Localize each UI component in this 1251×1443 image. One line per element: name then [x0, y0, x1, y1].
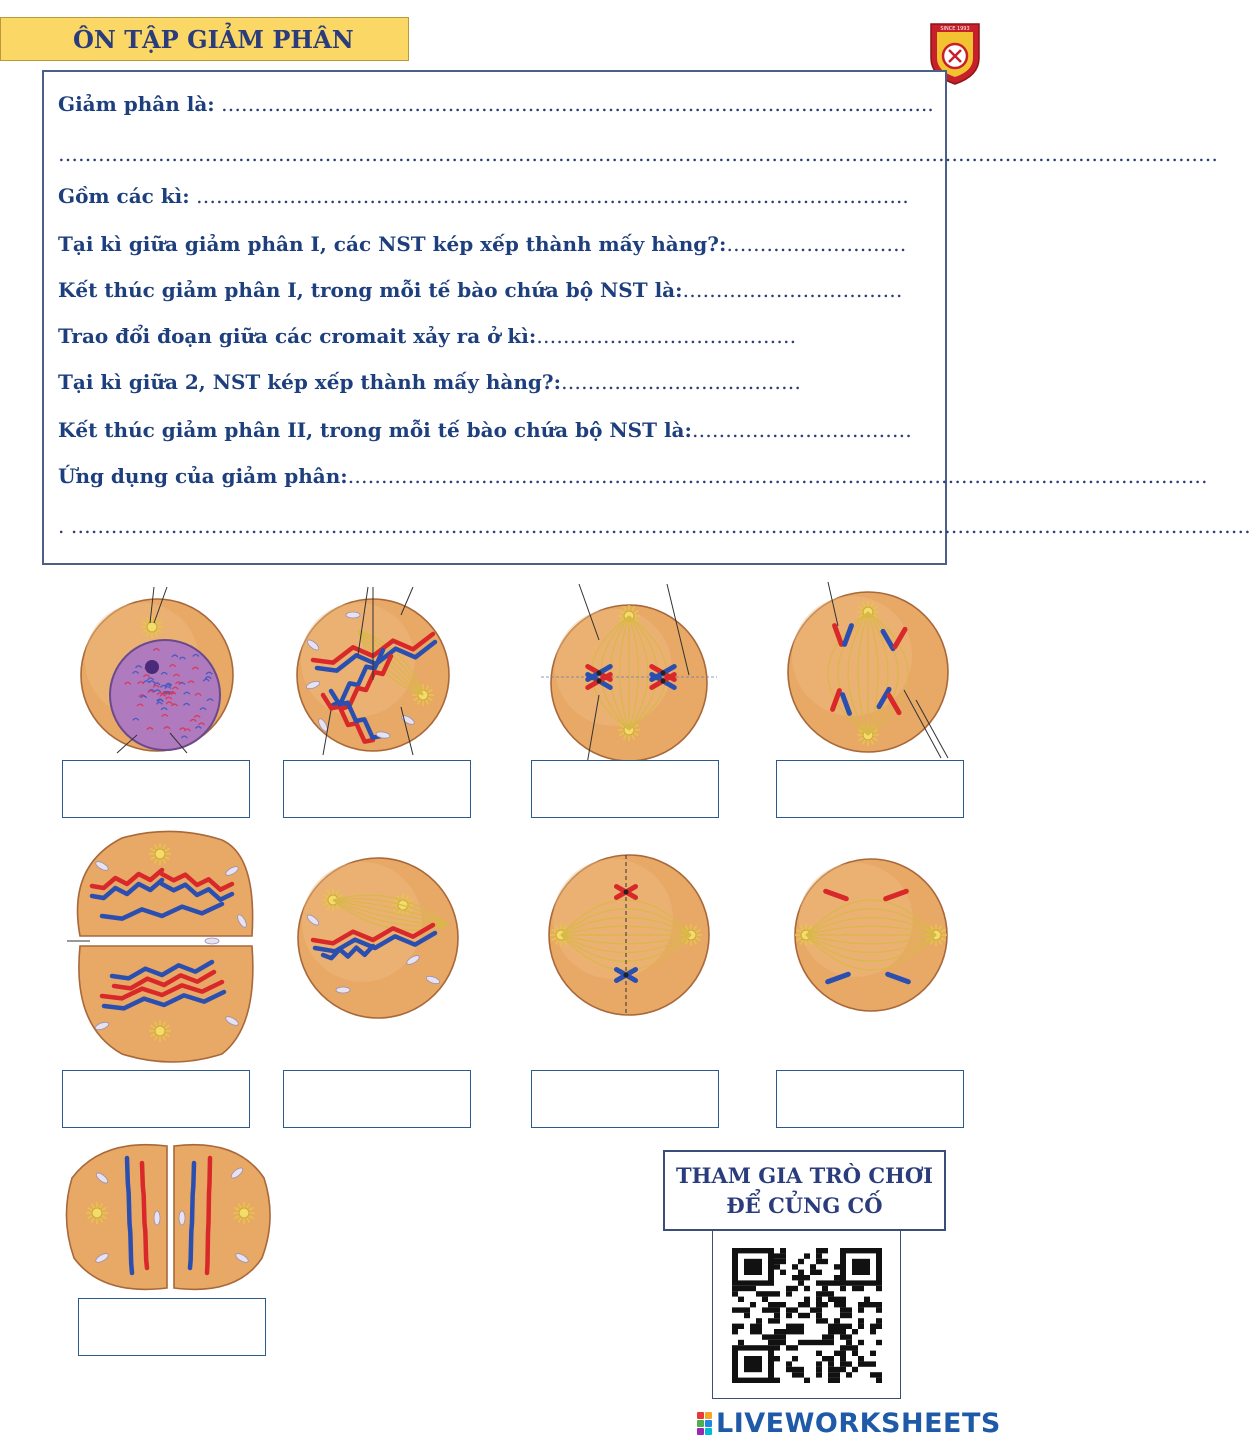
- question-line: [58, 418, 930, 442]
- game-prompt-box: [663, 1150, 946, 1231]
- liveworksheets-logo-icon: [697, 1412, 712, 1435]
- cell-telophase-2: [62, 1138, 272, 1293]
- cell-anaphase-2: [776, 850, 966, 1020]
- answer-box[interactable]: [776, 1070, 964, 1128]
- question-line: [58, 370, 930, 394]
- cell-prophase-1: [283, 585, 473, 760]
- cell-prophase-2: [283, 850, 473, 1030]
- answer-blank[interactable]: . ……………………………………………………………………………………………………………………………………………………………: [58, 514, 1251, 538]
- answer-box[interactable]: [62, 760, 250, 818]
- liveworksheets-brand: LIVEWORKSHEETS: [716, 1407, 1001, 1439]
- answer-blank[interactable]: ……………………………: [691, 418, 912, 442]
- cell-metaphase-1: [531, 580, 721, 770]
- question-line: [58, 464, 1208, 488]
- cell-anaphase-1: [776, 580, 966, 760]
- answer-blank[interactable]: …………………………………………………………………………………………………………………………………………………………: [58, 142, 1218, 166]
- answer-blank[interactable]: ……………………………………………………………………………………………..: [189, 184, 909, 208]
- game-prompt-line-1: THAM GIA TRÒ CHƠI: [675, 1162, 934, 1188]
- answer-box[interactable]: [776, 760, 964, 818]
- answer-blank[interactable]: ………………………: [726, 232, 907, 256]
- cell-telophase-1: [62, 826, 252, 1066]
- answer-blank[interactable]: ………………………………: [561, 370, 802, 394]
- answer-box[interactable]: [531, 1070, 719, 1128]
- answer-box[interactable]: [62, 1070, 250, 1128]
- answer-box[interactable]: [78, 1298, 266, 1356]
- question-line: [58, 324, 930, 348]
- question-label: Kết thúc giảm phân II, trong mỗi tế bào chứa bộ NST là:: [58, 418, 692, 442]
- svg-text:SINCE 1993: SINCE 1993: [940, 26, 970, 32]
- question-label: Tại kì giữa 2, NST kép xếp thành mấy hàng?:: [58, 370, 562, 394]
- question-label: Kết thúc giảm phân I, trong mỗi tế bào chứa bộ NST là:: [58, 278, 683, 302]
- question-line: [58, 92, 934, 116]
- question-label: Gồm các kì:: [58, 184, 190, 208]
- answer-box[interactable]: [283, 1070, 471, 1128]
- page-title: ÔN TẬP GIẢM PHÂN: [0, 17, 409, 61]
- question-label: Ứng dụng của giảm phân:: [58, 464, 348, 488]
- answer-box[interactable]: [283, 760, 471, 818]
- answer-box[interactable]: [531, 760, 719, 818]
- game-prompt-line-2: ĐỂ CỦNG CỐ: [726, 1192, 883, 1218]
- qr-frame[interactable]: [712, 1230, 901, 1399]
- question-line: [58, 514, 1251, 538]
- question-line: [58, 232, 930, 256]
- answer-blank[interactable]: …………………………………………………………………………………………………………………: [347, 464, 1208, 488]
- question-label: Trao đổi đoạn giữa các cromait xảy ra ở kì:: [58, 324, 537, 348]
- question-line: [58, 278, 930, 302]
- cell-metaphase-2: [531, 850, 721, 1020]
- liveworksheets-logo[interactable]: [697, 1408, 1001, 1438]
- question-label: Tại kì giữa giảm phân I, các NST kép xếp thành mấy hàng?:: [58, 232, 727, 256]
- cell-interphase: [62, 585, 252, 760]
- question-line: [58, 142, 1218, 166]
- answer-blank[interactable]: ……………………………: [682, 278, 903, 302]
- qr-code-icon[interactable]: [732, 1248, 882, 1384]
- question-line: [58, 184, 930, 208]
- answer-blank[interactable]: …………………………………: [536, 324, 797, 348]
- question-box: [42, 70, 1251, 565]
- answer-blank[interactable]: ……………………………………………………………………………………………..: [214, 92, 934, 116]
- question-label: Giảm phân là:: [58, 92, 215, 116]
